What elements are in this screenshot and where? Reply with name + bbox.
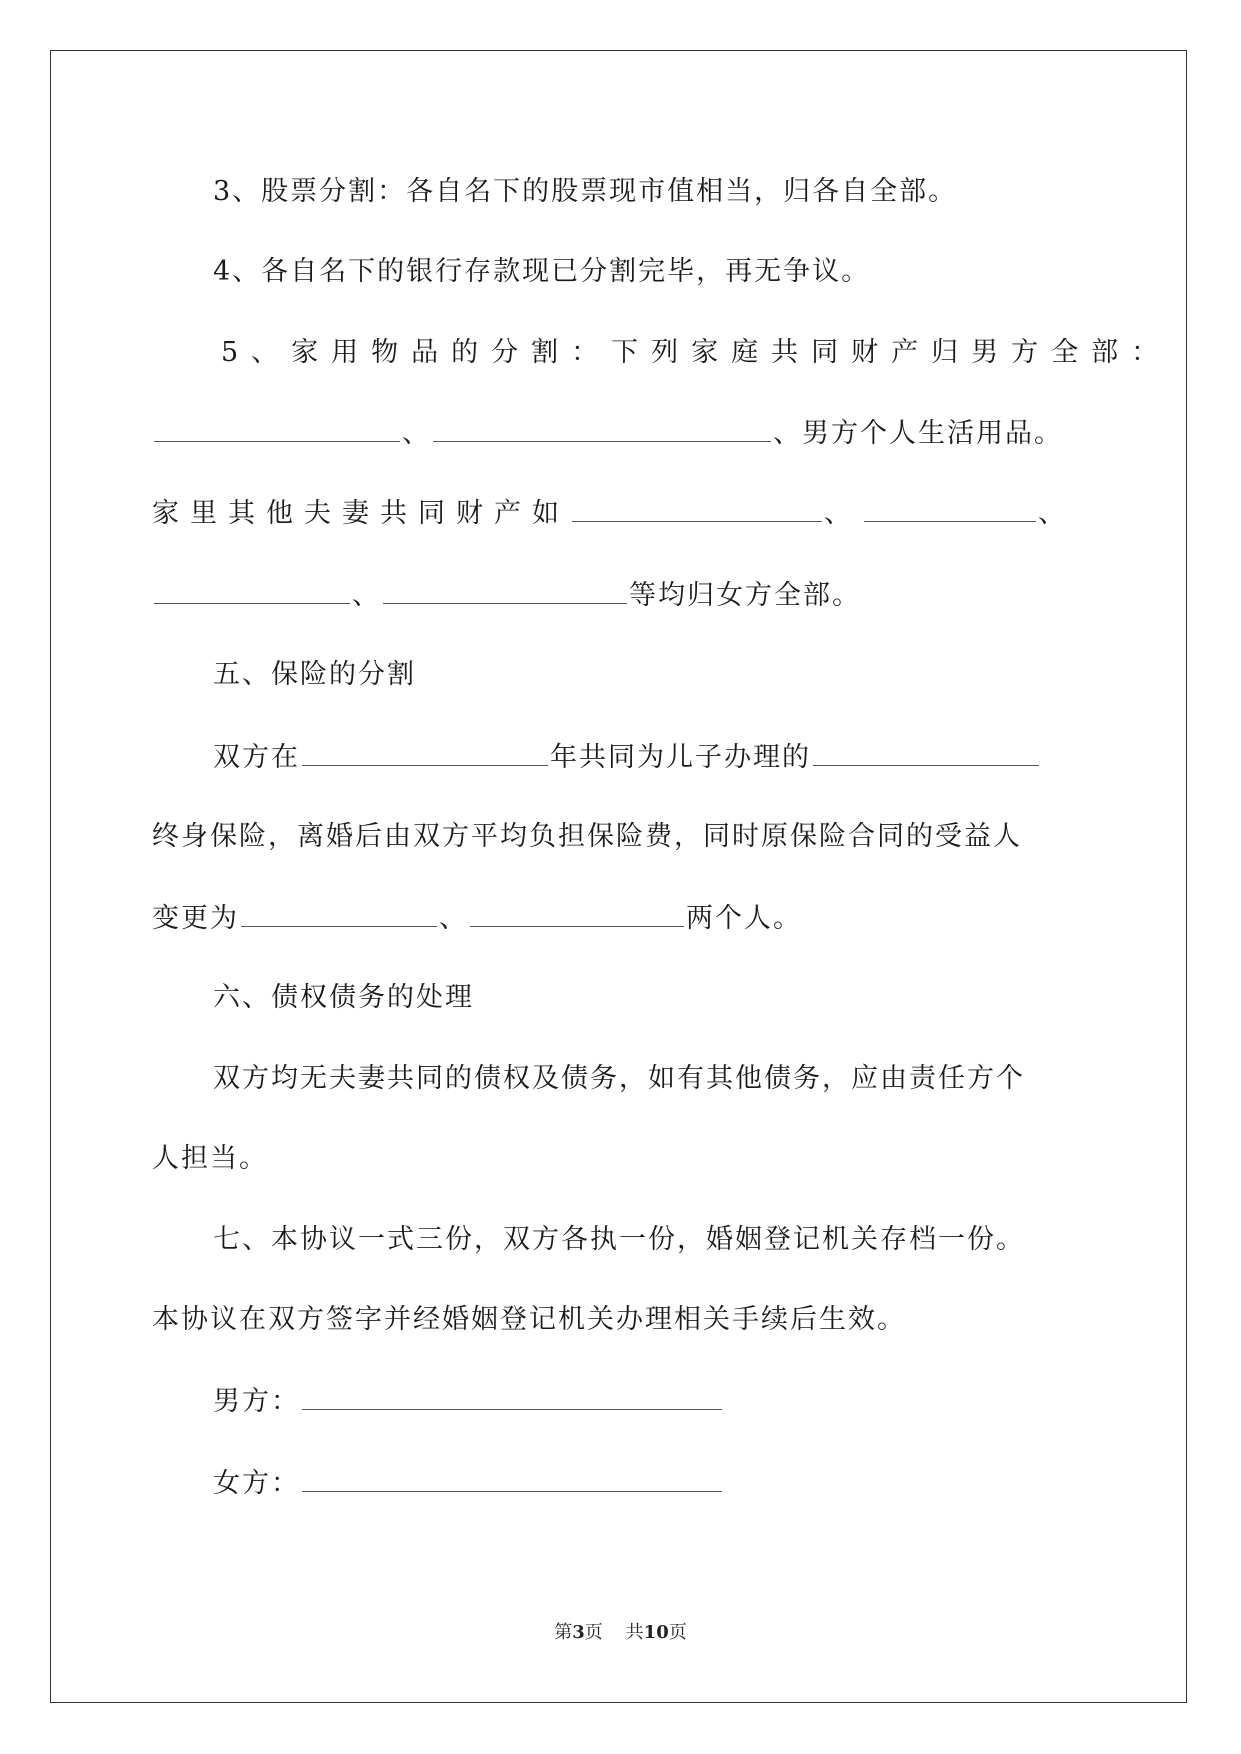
- insurance-text: 两个人。: [686, 903, 802, 934]
- blank-field[interactable]: [572, 493, 822, 522]
- signature-female: [213, 1463, 724, 1504]
- clause-stock-text: 3、股票分割：各自名下的股票现市值相当，归各自全部。: [213, 176, 958, 207]
- household-male-line: [152, 413, 1063, 454]
- blank-field[interactable]: [154, 413, 400, 442]
- blank-policy-field[interactable]: [813, 737, 1039, 766]
- blank-field[interactable]: [154, 575, 350, 604]
- clause-stock-division: [213, 172, 957, 212]
- footer-text: 页 共: [584, 1622, 644, 1643]
- clause-copies-line-2: [152, 1300, 906, 1340]
- male-label: 男方：: [213, 1386, 300, 1417]
- clause-household-items: [221, 333, 1171, 373]
- signature-male: [213, 1381, 724, 1422]
- footer-text: 页: [668, 1622, 687, 1643]
- separator: 、: [824, 498, 862, 529]
- clause-bank-text: 4、各自名下的银行存款现已分割完毕，再无争议。: [213, 256, 871, 287]
- page-footer: [0, 1618, 1241, 1644]
- debt-text: 人担当。: [152, 1143, 268, 1174]
- insurance-line-1: [213, 737, 1041, 778]
- insurance-text: 变更为: [152, 903, 239, 934]
- blank-beneficiary-field[interactable]: [241, 898, 437, 927]
- blank-year-field[interactable]: [302, 737, 548, 766]
- insurance-text: 双方在: [213, 742, 300, 773]
- debt-line-2: [152, 1139, 268, 1179]
- section-insurance-heading: [213, 655, 416, 695]
- separator: 、: [439, 903, 468, 934]
- total-pages-number: 10: [643, 1622, 669, 1643]
- female-signature-field[interactable]: [302, 1463, 722, 1492]
- copies-text: 本协议在双方签字并经婚姻登记机关办理相关手续后生效。: [152, 1304, 906, 1335]
- insurance-text: 年共同为儿子办理的: [550, 742, 811, 773]
- separator: 、: [402, 418, 431, 449]
- insurance-heading-text: 五、保险的分割: [213, 659, 416, 690]
- separator: 、: [352, 580, 381, 611]
- clause-bank-deposits: [213, 252, 870, 292]
- clause-household-text: 5、家用物品的分割：下列家庭共同财产归男方全部：: [221, 337, 1172, 368]
- male-items-text: 、男方个人生活用品。: [773, 418, 1063, 449]
- blank-beneficiary-field[interactable]: [470, 898, 684, 927]
- male-signature-field[interactable]: [302, 1381, 722, 1410]
- household-female-line: [152, 575, 861, 616]
- other-property-text: 家里其他夫妻共同财产如: [152, 498, 570, 529]
- page-border: [50, 50, 1187, 1703]
- insurance-line-3: [152, 898, 802, 939]
- section-debt-heading: [213, 978, 474, 1018]
- debt-text: 双方均无夫妻共同的债权及债务，如有其他债务，应由责任方个: [213, 1063, 1025, 1094]
- female-label: 女方：: [213, 1468, 300, 1499]
- insurance-text: 终身保险，离婚后由双方平均负担保险费，同时原保险合同的受益人: [152, 821, 1022, 852]
- separator: 、: [1038, 498, 1076, 529]
- current-page-number: 3: [572, 1622, 585, 1643]
- blank-field[interactable]: [864, 493, 1036, 522]
- blank-field[interactable]: [433, 413, 771, 442]
- footer-text: 第: [554, 1622, 573, 1643]
- female-items-text: 等均归女方全部。: [629, 580, 861, 611]
- blank-field[interactable]: [383, 575, 627, 604]
- insurance-line-2: [152, 817, 1022, 857]
- debt-line-1: [213, 1059, 1025, 1099]
- copies-text: 七、本协议一式三份，双方各执一份，婚姻登记机关存档一份。: [213, 1224, 1025, 1255]
- debt-heading-text: 六、债权债务的处理: [213, 982, 474, 1013]
- household-other-line: [152, 493, 1076, 534]
- clause-copies-line-1: [213, 1220, 1025, 1260]
